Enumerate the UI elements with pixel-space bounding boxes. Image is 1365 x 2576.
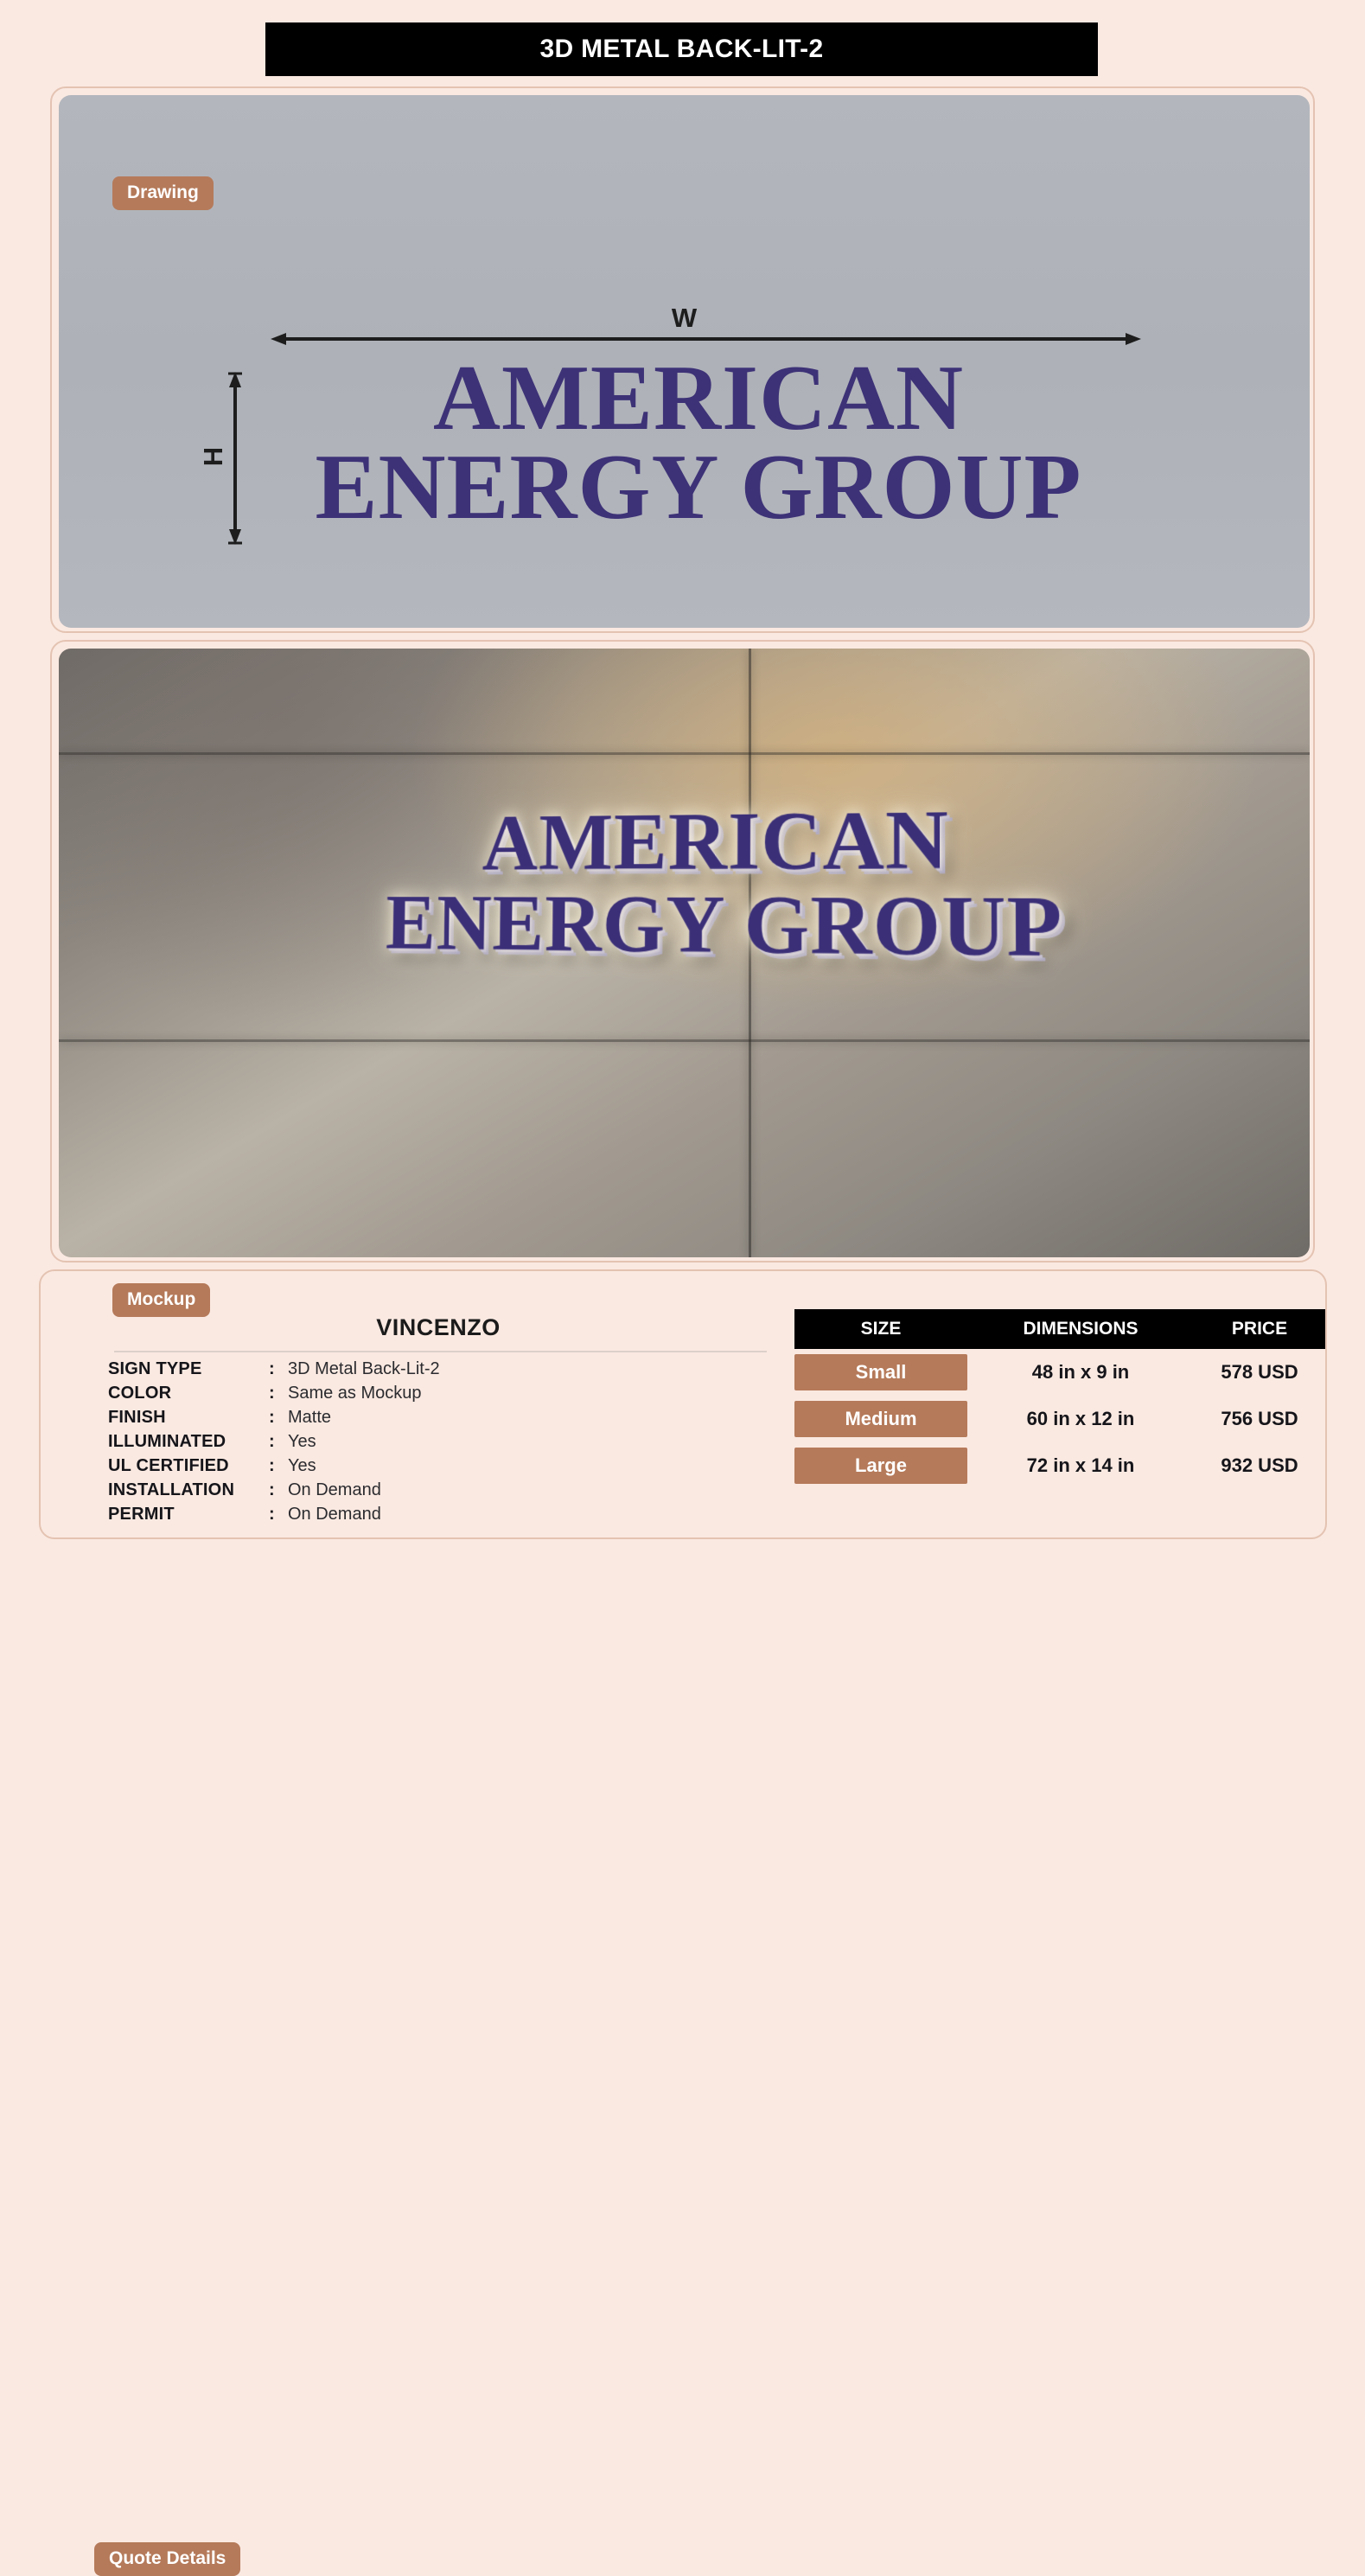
spec-key: UL CERTIFIED	[108, 1456, 229, 1475]
drawing-sign-line-2: ENERGY GROUP	[315, 435, 1082, 539]
spec-key: INSTALLATION	[108, 1480, 235, 1499]
page-title: 3D METAL BACK-LIT-2	[265, 22, 1098, 76]
cell-dimensions: 72 in x 14 in	[1026, 1454, 1135, 1476]
spec-row	[108, 1432, 774, 1456]
spec-key: COLOR	[108, 1384, 172, 1403]
spec-value: Yes	[288, 1456, 316, 1475]
height-arrow-icon	[228, 372, 242, 545]
cell-size: Small	[794, 1354, 967, 1390]
cell-size: Medium	[794, 1401, 967, 1437]
spec-separator: :	[269, 1456, 275, 1475]
table-row[interactable]	[794, 1349, 1325, 1396]
spec-value: Matte	[288, 1408, 332, 1427]
spec-separator: :	[269, 1359, 275, 1378]
spec-key: PERMIT	[108, 1505, 175, 1524]
mockup-panel	[50, 640, 1315, 1309]
table-header-row	[794, 1309, 1325, 1349]
drawing-canvas	[59, 95, 1310, 628]
spec-row	[108, 1408, 774, 1432]
spec-row	[108, 1456, 774, 1480]
spec-row	[108, 1359, 774, 1384]
divider	[114, 1351, 767, 1352]
spec-key: FINISH	[108, 1408, 166, 1427]
spec-row	[108, 1384, 774, 1408]
spec-value: Same as Mockup	[288, 1384, 422, 1403]
cell-size: Large	[794, 1448, 967, 1484]
drawing-sign-line-1: AMERICAN	[433, 347, 964, 450]
spec-row	[108, 1480, 774, 1505]
table-row[interactable]	[794, 1396, 1325, 1442]
spec-separator: :	[269, 1408, 275, 1427]
customer-name: VINCENZO	[376, 1314, 501, 1340]
spec-separator: :	[269, 1480, 275, 1499]
cell-dimensions: 60 in x 12 in	[1026, 1408, 1135, 1429]
table-row[interactable]	[794, 1442, 1325, 1489]
spec-separator: :	[269, 1384, 275, 1403]
spec-value: On Demand	[288, 1505, 381, 1524]
mockup-sign-line-1: AMERICAN	[482, 791, 949, 888]
column-header-dimensions: DIMENSIONS	[1023, 1319, 1139, 1339]
column-header-price: PRICE	[1231, 1319, 1288, 1339]
spec-value: On Demand	[288, 1480, 381, 1499]
width-arrow-icon	[271, 332, 1141, 346]
cell-price: 932 USD	[1221, 1454, 1298, 1476]
drawing-panel	[50, 86, 1315, 633]
spec-list	[108, 1359, 774, 1529]
mockup-section-tag: Mockup	[112, 1283, 210, 1317]
drawing-sign-artwork	[249, 347, 1148, 539]
drawing-section-tag: Drawing	[112, 176, 214, 210]
cell-price: 756 USD	[1221, 1408, 1298, 1429]
width-dimension-label: W	[671, 303, 698, 333]
mockup-canvas	[59, 649, 1310, 1257]
spec-separator: :	[269, 1505, 275, 1524]
quote-details-panel	[39, 1269, 1327, 2568]
mockup-sign-line-2: ENERGY GROUP	[385, 877, 1063, 975]
pricing-table	[794, 1309, 1325, 1489]
spec-value: 3D Metal Back-Lit-2	[288, 1359, 440, 1378]
spec-value: Yes	[288, 1432, 316, 1451]
spec-separator: :	[269, 1432, 275, 1451]
wall-seam-horizontal-top	[59, 752, 1310, 755]
spec-key: SIGN TYPE	[108, 1359, 202, 1378]
mockup-sign-artwork	[305, 791, 1165, 975]
wall-seam-horizontal-bottom	[59, 1039, 1310, 1042]
cell-dimensions: 48 in x 9 in	[1031, 1361, 1130, 1383]
spec-row	[108, 1505, 774, 1529]
column-header-size: SIZE	[860, 1319, 902, 1339]
quote-details-tag: Quote Details	[94, 2542, 240, 2576]
spec-key: ILLUMINATED	[108, 1432, 226, 1451]
height-dimension-label: H	[198, 446, 229, 467]
cell-price: 578 USD	[1221, 1361, 1298, 1383]
